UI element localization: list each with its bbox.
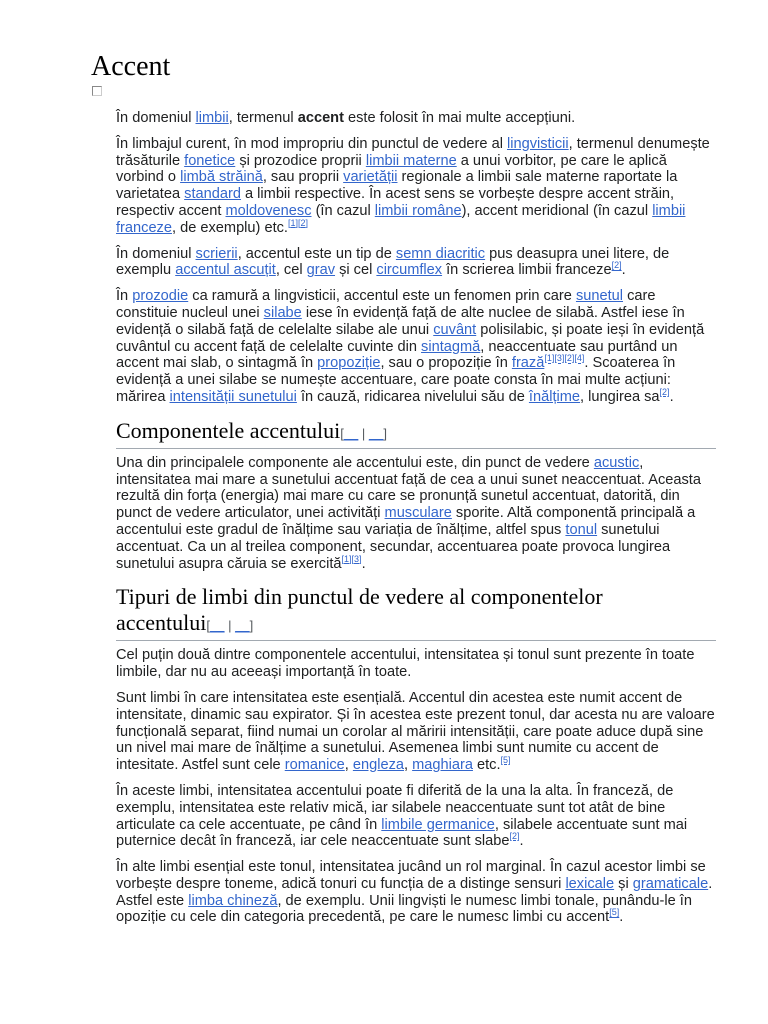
- reference[interactable]: [5]: [500, 755, 511, 766]
- link-gramaticale[interactable]: gramaticale: [632, 875, 709, 892]
- link-maghiara[interactable]: maghiara: [412, 757, 473, 774]
- paragraph-componente: Una din principalele componente ale accentului este, din punct de vedere acustic, intensitatea mai mare a sunetului accentuat față de cea a unui sunet neaccentuat. Aceasta rezultă din forța (energia) mai mare cu care se pronunță sunetul accentuat, datorită, din punct de vedere articulator, unei activități musculare sporite. Altă componentă principală a accentului este gradul de înălțime sau variația de înălțime, altfel spus tonul sunetului accentuat. Ca un al treilea component, secundar, accentuarea poate provoca lungirea sunetului asupra căruia se exercită[1][3].: [116, 454, 701, 572]
- link-moldovenesc[interactable]: moldovenesc: [225, 202, 312, 219]
- section-heading-componentele: Componentele accentului[__ | __]: [116, 418, 716, 449]
- edit-section-links: [__ | __]: [340, 425, 387, 441]
- term-accent: accent: [297, 110, 344, 126]
- paragraph-tipuri-intro: Cel puțin două dintre componentele accentului, intensitatea și tonul sunt prezente în toate limbile, dar nu au aceeași importanță în toate.: [116, 647, 695, 681]
- edit-source-link[interactable]: __: [235, 618, 250, 634]
- broken-image-icon: [92, 86, 102, 96]
- link-lexicale[interactable]: lexicale: [565, 875, 615, 892]
- link-limbii-franceze[interactable]: limbii franceze: [116, 202, 686, 236]
- reference[interactable]: [2]: [509, 831, 520, 842]
- link-limbii-romane[interactable]: limbii române: [374, 202, 462, 219]
- link-silabe[interactable]: silabe: [263, 304, 302, 321]
- link-scrierii[interactable]: scrierii: [195, 245, 238, 262]
- link-standard[interactable]: standard: [184, 186, 241, 203]
- link-acustic[interactable]: acustic: [593, 454, 640, 471]
- link-fraza[interactable]: frază: [511, 355, 545, 372]
- reference[interactable]: [1][3][2][4]: [544, 353, 585, 364]
- paragraph-accent-scriere: În domeniul scrierii, accentul este un tip de semn diacritic pus deasupra unei litere, de exemplu accentul ascuțit, cel grav și cel circumflex în scrierea limbii franceze[2].: [116, 245, 670, 279]
- link-sintagma[interactable]: sintagmă: [421, 338, 481, 355]
- link-propozitie[interactable]: propoziție: [317, 355, 381, 372]
- edit-link[interactable]: __: [210, 618, 225, 634]
- link-prozodie[interactable]: prozodie: [132, 288, 189, 305]
- reference[interactable]: [1][3]: [341, 553, 362, 564]
- edit-link[interactable]: __: [343, 425, 359, 441]
- paragraph-diferente-intensitate: În aceste limbi, intensitatea accentului poate fi diferită de la una la alta. În franceză, de exemplu, intensitatea este relativ mică, iar silabele neaccentuate sunt tot atât de bine articulate ca cele accentuate, pe când în limbile germanice, silabele accentuate sunt mai puternice decât în franceză, iar cele neaccentuate sunt slabe[2].: [116, 782, 688, 850]
- page-title: Accent: [91, 51, 171, 82]
- link-limbii-materne[interactable]: limbii materne: [365, 152, 457, 169]
- link-engleza[interactable]: engleza: [352, 757, 404, 774]
- section-heading-tipuri: Tipuri de limbi din punctul de vedere al componentelor accentului[__ | __]: [116, 584, 716, 641]
- paragraph-limbi-tonale: În alte limbi esențial este tonul, intensitatea jucând un rol marginal. În cazul acestor limbi se vorbește despre toneme, adică tonuri cu funcția de a distinge sensuri lexicale și gramaticale. Astfel este limba chineză, de exemplu. Unii lingviști le numesc limbi tonale, punându-le în opoziție cu cele din categoria precedentă, pe care le numesc limbi cu accent[5].: [116, 859, 713, 926]
- edit-source-link[interactable]: __: [368, 425, 384, 441]
- paragraph-intro: În domeniul limbii, termenul accent este folosit în mai multe accepțiuni.: [116, 110, 576, 126]
- link-varietatii[interactable]: varietății: [343, 169, 398, 186]
- reference[interactable]: [2]: [611, 260, 622, 271]
- paragraph-accent-prozodie: În prozodie ca ramură a lingvisticii, accentul este un fenomen prin care sunetul care constituie nucleul unei silabe iese în evidență față de alte nuclee de silabă. Astfel iese în evidență o silabă față de celelalte silabe ale unui cuvânt polisilabic, și poate ieși în evidență cuvântul cu accent față de celelalte cuvinte din sintagmă, neaccentuate sau purtând un accent mai slab, o sintagmă în propoziție, sau o propoziție în frază[1][3][2][4]. Scoaterea în evidență a unei silabe se numește accentuare, care poate consta în mai multe acțiuni: mărirea intensității sunetului în cauză, ridicarea nivelului său de înălțime, lungirea sa[2].: [116, 288, 705, 405]
- link-grav[interactable]: grav: [306, 262, 336, 279]
- reference[interactable]: [2]: [659, 387, 670, 398]
- link-limba-chineza[interactable]: limba chineză: [188, 892, 278, 909]
- link-lingvisticii[interactable]: lingvisticii: [507, 135, 569, 152]
- link-intensitatii-sunetului[interactable]: intensității sunetului: [169, 388, 297, 405]
- article-body: [116, 110, 716, 935]
- link-limbii[interactable]: limbii: [195, 110, 229, 126]
- link-semn-diacritic[interactable]: semn diacritic: [395, 245, 486, 262]
- link-limbile-germanice[interactable]: limbile germanice: [381, 816, 495, 833]
- link-cuvant[interactable]: cuvânt: [433, 321, 477, 338]
- link-sunetul[interactable]: sunetul: [575, 288, 624, 305]
- reference[interactable]: [5]: [609, 907, 620, 918]
- link-inaltime[interactable]: înălțime: [528, 388, 581, 405]
- link-romanice[interactable]: romanice: [284, 757, 345, 774]
- link-accentul-ascutit[interactable]: accentul ascuțit: [175, 262, 276, 279]
- paragraph-limbi-intensitate: Sunt limbi în care intensitatea este esențială. Accentul din acestea este numit accent de intensitate, dinamic sau expirator. Și în acestea este prezent tonul, dar acesta nu are valoare funcțională separat, fiind numai un corolar al măririi intensității, care poate aduce după sine un nivel mai mare de înălțime a sunetului. Asemenea limbi sunt numite cu accent de intesitate. Astfel sunt cele romanice, engleza, maghiara etc.[5]: [116, 689, 715, 774]
- link-circumflex[interactable]: circumflex: [376, 262, 443, 279]
- link-limba-straina[interactable]: limbă străină: [180, 169, 263, 186]
- link-musculare[interactable]: musculare: [384, 505, 452, 522]
- link-fonetice[interactable]: fonetice: [184, 152, 236, 169]
- reference[interactable]: [1][2]: [287, 217, 309, 228]
- edit-section-links: [__ | __]: [206, 618, 254, 634]
- link-tonul[interactable]: tonul: [565, 521, 598, 538]
- paragraph-accent-curent: În limbajul curent, în mod impropriu din punctul de vedere al lingvisticii, termenul denumește trăsăturile fonetice și prozodice proprii limbii materne a unui vorbitor, pe care le aplică vorbind o limbă străină, sau proprii varietății regionale a limbii sale materne raportate la varietatea standard a limbii respective. În acest sens se vorbește despre accent străin, respectiv accent moldovenesc (în cazul limbii române), accent meridional (în cazul limbii franceze, de exemplu) etc.[1][2]: [116, 135, 710, 236]
